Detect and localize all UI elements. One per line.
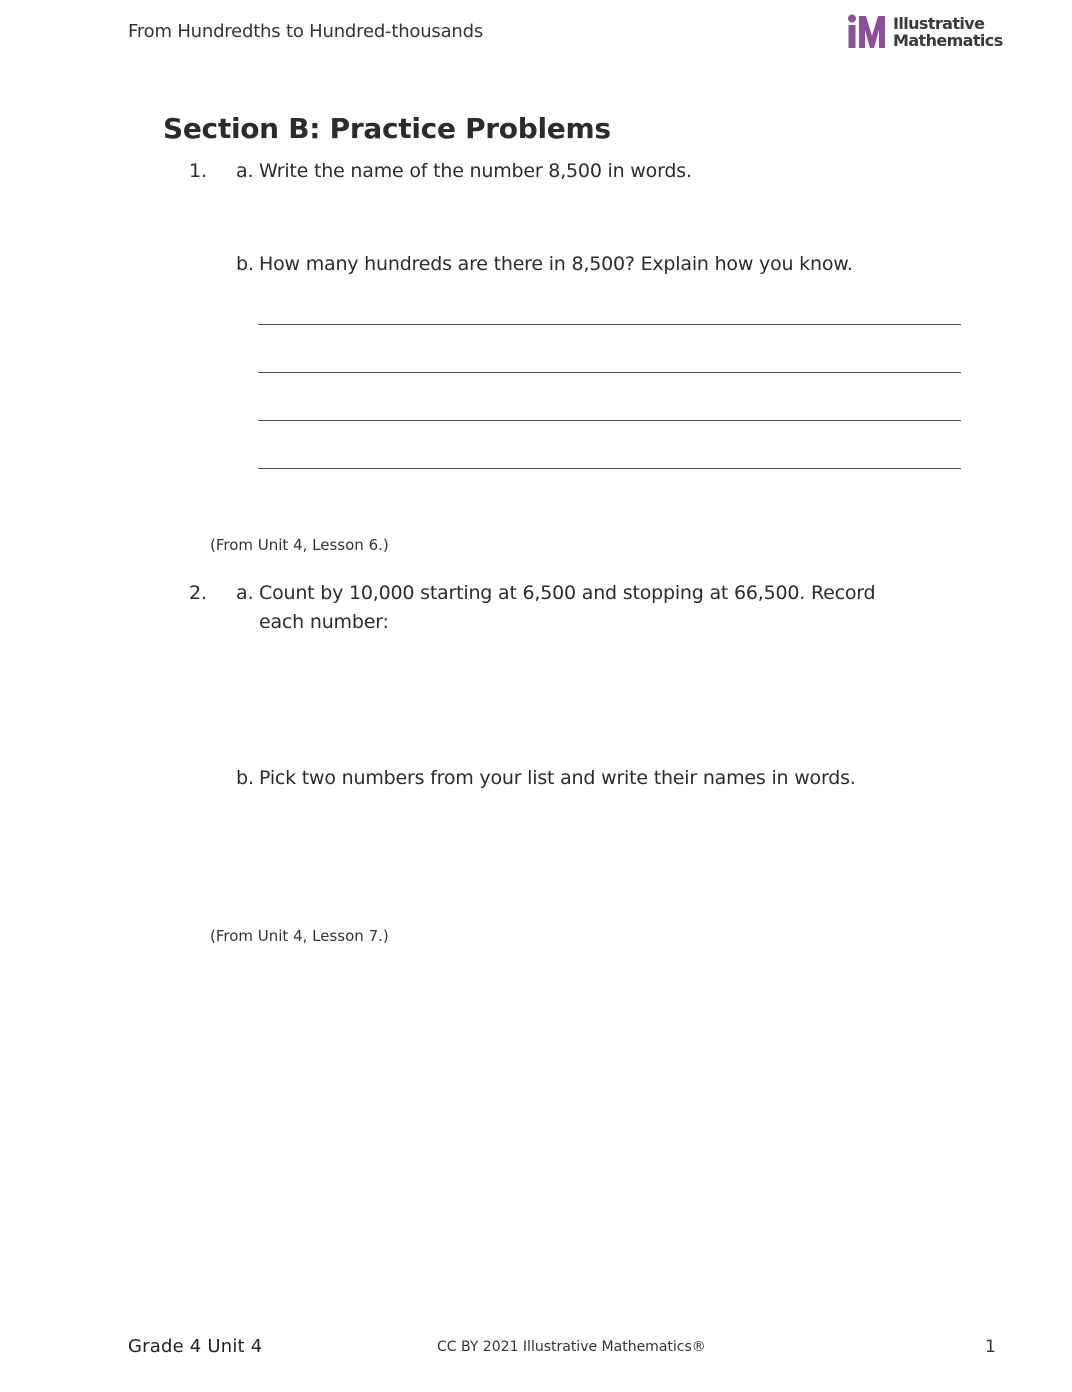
section-title: Section B: Practice Problems: [163, 112, 611, 145]
logo-wordmark: [893, 15, 1003, 49]
answer-line-2[interactable]: [258, 372, 961, 373]
footer-copyright: CC BY 2021 Illustrative Mathematics®: [437, 1339, 706, 1355]
problem-2-number: 2.: [189, 582, 208, 604]
footer-page-number: 1: [985, 1337, 996, 1357]
problem-1-part-a-letter: a.: [236, 160, 254, 182]
illustrative-mathematics-logo: [847, 14, 1003, 50]
problem-1-part-a-text: Write the name of the number 8,500 in words.: [259, 160, 692, 182]
problem-2-part-b-letter: b.: [236, 767, 255, 789]
problem-2-source: (From Unit 4, Lesson 7.): [210, 927, 389, 945]
problem-1-source: (From Unit 4, Lesson 6.): [210, 536, 389, 554]
answer-line-1[interactable]: [258, 324, 961, 325]
problem-2-part-b-text: Pick two numbers from your list and write their names in words.: [259, 767, 856, 789]
logo-line-1: Illustrative: [893, 14, 985, 33]
problem-2-part-a-letter: a.: [236, 582, 254, 604]
document-header-title: From Hundredths to Hundred-thousands: [128, 21, 484, 42]
answer-line-3[interactable]: [258, 420, 961, 421]
problem-1-part-b-text: How many hundreds are there in 8,500? Explain how you know.: [259, 253, 853, 275]
footer-grade-unit: Grade 4 Unit 4: [128, 1336, 263, 1357]
im-logo-icon: [847, 14, 889, 50]
problem-1-part-b-letter: b.: [236, 253, 255, 275]
logo-line-2: Mathematics: [893, 31, 1003, 50]
problem-1-number: 1.: [189, 160, 208, 182]
problem-2-part-a-text: Count by 10,000 starting at 6,500 and stopping at 66,500. Record each number:: [259, 582, 876, 633]
answer-line-4[interactable]: [258, 468, 961, 469]
